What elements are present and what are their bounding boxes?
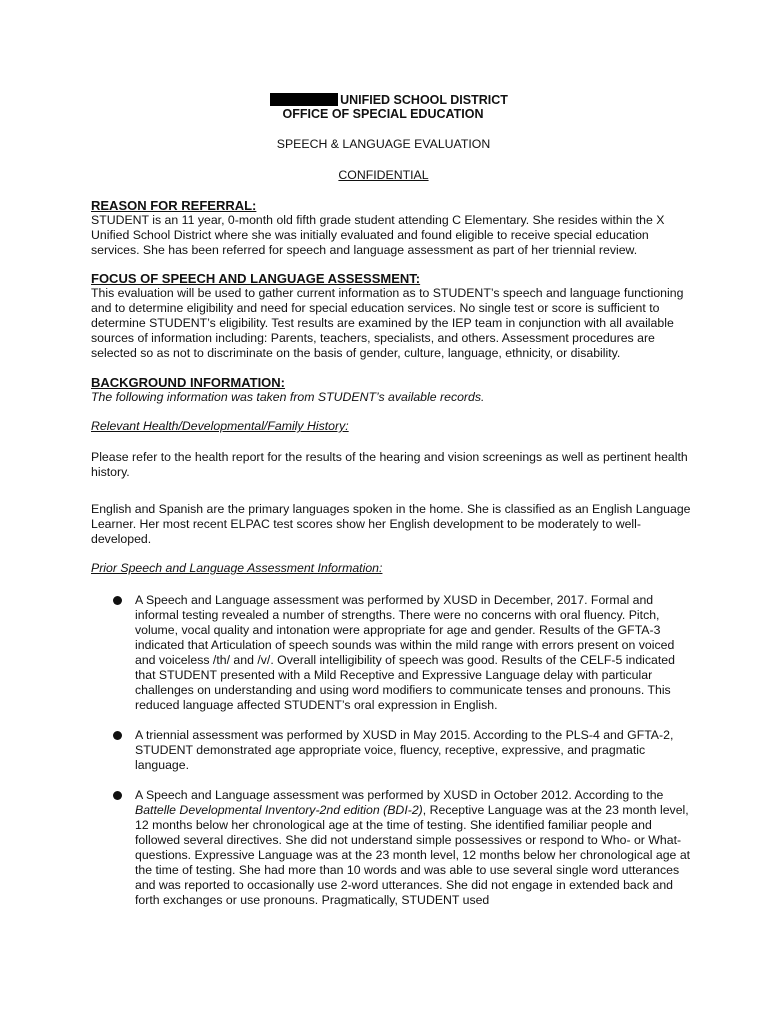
office-header: OFFICE OF SPECIAL EDUCATION bbox=[282, 107, 484, 121]
prior-heading-wrap bbox=[91, 561, 691, 576]
prior-heading: Prior Speech and Language Assessment Information: bbox=[91, 561, 383, 575]
confidential-label: CONFIDENTIAL bbox=[338, 168, 429, 182]
language-body: English and Spanish are the primary languages spoken in the home. She is classified as an English Language Learner. Her most recent ELPAC test scores show her English development to be moderately to well-developed. bbox=[91, 502, 691, 546]
district-name: UNIFIED SCHOOL DISTRICT bbox=[340, 93, 508, 107]
health-heading-wrap bbox=[91, 419, 691, 434]
bullet-text-post: , Receptive Language was at the 23 month level, 12 months below her chronological age at the time of testing. She identified familiar people and followed several directives. She did not understand simple possessives or respond to Who- or What-questions. Expressive Language was at the 23 month level, 12 months below her chronological age at the time of testing. She had more than 10 words and was able to use several single word utterances and was reported to occasionally use 2-word utterances. She did not engage in extended back and forth exchanges or use pronouns. Pragmatically, STUDENT used bbox=[135, 803, 691, 907]
health-heading: Relevant Health/Developmental/Family History: bbox=[91, 419, 349, 433]
bullet-text-pre: A Speech and Language assessment was performed by XUSD in October 2012. According to the bbox=[135, 788, 664, 802]
health-body: Please refer to the health report for the results of the hearing and vision screenings as well as pertinent health history. bbox=[91, 450, 688, 479]
evaluation-title: SPEECH & LANGUAGE EVALUATION bbox=[276, 137, 491, 151]
background-heading: BACKGROUND INFORMATION: bbox=[91, 375, 286, 390]
bullet-icon bbox=[113, 731, 122, 740]
document-page bbox=[91, 93, 691, 908]
background-intro: The following information was taken from STUDENT’s available records. bbox=[91, 390, 485, 404]
bullet-icon bbox=[113, 596, 122, 605]
bullet-icon bbox=[113, 791, 122, 800]
bullet-text: A Speech and Language assessment was performed by XUSD in December, 2017. Formal and informal testing revealed a number of strengths. There were no concerns with oral fluency. Pitch, volume, vocal quality and intonation were appropriate for age and gender. Results of the GFTA-3 indicated that Articulation of speech sounds was within the mild range with errors present on voiced and voiceless /th/ and /v/. Overall intelligibility of speech was good. Results of the CELF-5 indicated that STUDENT presented with a Mild Receptive and Expressive Language delay with particular challenges on understanding and using word modifiers to communicate tenses and pronouns. This reduced language affected STUDENT’s oral expression in English. bbox=[135, 593, 675, 712]
test-name: Battelle Developmental Inventory-2nd edition (BDI-2) bbox=[135, 803, 423, 817]
referral-heading: REASON FOR REFERRAL: bbox=[91, 198, 257, 213]
list-item bbox=[91, 728, 691, 773]
focus-body: This evaluation will be used to gather current information as to STUDENT’s speech and language functioning and to determine eligibility and need for special education services. No single test or score is sufficient to determine STUDENT’s eligibility. Test results are examined by the IEP team in conjunction with all available sources of information including: Parents, teachers, specialists, and others. Assessment procedures are selected so as not to discriminate on the basis of gender, culture, language, ethnicity, or disability. bbox=[91, 286, 684, 360]
redaction-block bbox=[270, 93, 338, 106]
prior-assessment-list bbox=[91, 593, 691, 908]
list-item bbox=[91, 593, 691, 713]
list-item bbox=[91, 788, 691, 908]
focus-heading: FOCUS OF SPEECH AND LANGUAGE ASSESSMENT: bbox=[91, 271, 421, 286]
bullet-text: A triennial assessment was performed by XUSD in May 2015. According to the PLS-4 and GFTA-2, STUDENT demonstrated age appropriate voice, fluency, receptive, expressive, and pragmatic language. bbox=[135, 728, 674, 772]
confidential-wrap bbox=[76, 168, 691, 183]
district-header bbox=[87, 93, 691, 107]
referral-body: STUDENT is an 11 year, 0-month old fifth grade student attending C Elementary. She resides within the X Unified School District where she was initially evaluated and found eligible to receive special education services. She has been referred for speech and language assessment as part of her triennial review. bbox=[91, 213, 665, 257]
